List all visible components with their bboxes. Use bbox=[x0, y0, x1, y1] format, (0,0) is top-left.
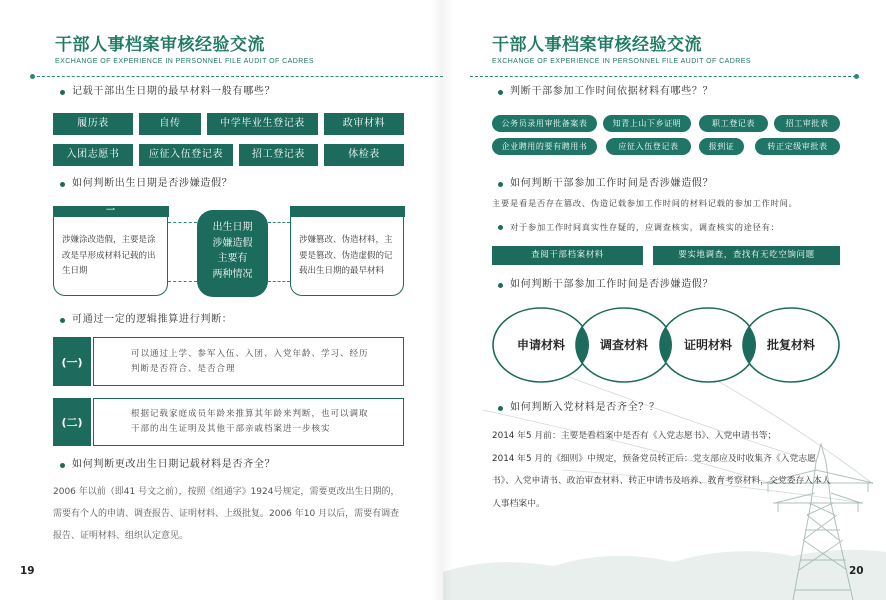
page-number: 19 bbox=[20, 565, 35, 577]
case-box-header bbox=[290, 206, 405, 217]
material-box: 体检表 bbox=[324, 144, 404, 166]
material-box: 入团志愿书 bbox=[53, 144, 133, 166]
item-box bbox=[93, 337, 404, 386]
text-line: 根据记载家庭成员年龄来推算其年龄来判断，也可以调取 bbox=[131, 409, 369, 419]
item-tag: (二) bbox=[53, 398, 91, 446]
material-pill: 知青上山下乡证明 bbox=[603, 115, 691, 132]
text-line: 可以通过上学、参军入伍、入团、入党年龄、学习、经历 bbox=[131, 348, 369, 359]
sub-bullet-text: 对于参加工作时间真实性存疑的，应调查核实，调查核实的途径有： bbox=[510, 222, 780, 232]
circle-label: 调查材料 bbox=[599, 338, 649, 352]
text-line: 书》、入党申请书、政治审查材料、转正申请书及培养、教育考察材料，交党委存入本人 bbox=[492, 476, 831, 487]
page-subtitle: EXCHANGE OF EXPERIENCE IN PERSONNEL FILE AUDIT OF CADRES bbox=[55, 58, 314, 65]
bullet-dot bbox=[498, 225, 503, 230]
page-number: 20 bbox=[849, 565, 864, 577]
question-work-start-fraud: 如何判断干部参加工作时间是否涉嫌造假？ bbox=[510, 178, 714, 189]
connector-line bbox=[268, 222, 290, 223]
bullet-dot bbox=[60, 90, 65, 95]
page-fold-shadow bbox=[431, 0, 443, 600]
circle-label: 批复材料 bbox=[766, 338, 816, 352]
text-line: 出生日期 bbox=[212, 222, 253, 233]
text-line: 人事档案中。 bbox=[492, 499, 545, 510]
material-box: 政审材料 bbox=[324, 113, 404, 135]
question-birth-change-materials: 如何判断更改出生日期记载材料是否齐全？ bbox=[72, 459, 276, 470]
connector-line bbox=[168, 281, 197, 282]
circle-label: 证明材料 bbox=[683, 338, 733, 352]
connector-line bbox=[168, 222, 197, 223]
text-line: 2014 年5 月的《细则》中规定，预备党员转正后：党支部应及时收集齐《入党志愿 bbox=[492, 453, 816, 464]
text-line: 涉嫌篡改、伪造材料，主 bbox=[299, 235, 393, 245]
item-box bbox=[93, 398, 404, 446]
case-box-alteration bbox=[53, 206, 168, 296]
answer-text: 主要是看是否存在篡改、伪造记载参加工作时间的材料记载的参加工作时间。 bbox=[492, 198, 798, 208]
bullet-dot bbox=[498, 90, 503, 95]
bullet-dot bbox=[498, 406, 503, 411]
circle-label: 申请材料 bbox=[516, 338, 566, 352]
text-line: 涉嫌涂改造假，主要是涂 bbox=[62, 235, 156, 245]
question-work-start-materials: 判断干部参加工作时间依据材料有哪些？？ bbox=[510, 86, 714, 97]
case-box-text bbox=[299, 233, 393, 280]
text-line: 判断是否符合、是否合理 bbox=[131, 363, 236, 374]
bullet-dot bbox=[60, 182, 65, 187]
bullet-dot bbox=[60, 463, 65, 468]
material-box: 履历表 bbox=[53, 113, 133, 135]
text-line: 载出生日期的最早材料 bbox=[299, 266, 385, 276]
material-box: 自传 bbox=[139, 113, 201, 135]
divider-dot bbox=[854, 74, 859, 79]
text-line: 要是篡改、伪造虚假的记 bbox=[299, 250, 393, 261]
method-box: 查阅干部档案材料 bbox=[492, 246, 643, 265]
material-pill: 报到证 bbox=[699, 138, 744, 155]
question-logic-inference: 可通过一定的逻辑推算进行判断： bbox=[72, 314, 233, 325]
page-title: 干部人事档案审核经验交流 bbox=[492, 35, 702, 55]
bullet-dot bbox=[498, 182, 503, 187]
right-page bbox=[443, 0, 886, 600]
question-earliest-birth-materials: 记载干部出生日期的最早材料一般有哪些？ bbox=[72, 86, 276, 97]
bullet-dot bbox=[498, 283, 503, 288]
answer-paragraph bbox=[492, 425, 831, 516]
text-line: 2006 年以前（即41 号文之前），按照《组通字》1924号规定，需要更改出生日期的， bbox=[53, 487, 400, 497]
mountain-silhouette bbox=[443, 550, 886, 600]
method-box: 要实地调查，查找有无吃空饷问题 bbox=[653, 246, 840, 265]
page-subtitle: EXCHANGE OF EXPERIENCE IN PERSONNEL FILE AUDIT OF CADRES bbox=[492, 58, 751, 65]
material-pill: 公务员录用审批备案表 bbox=[492, 115, 597, 132]
case-box-header: 一 bbox=[53, 206, 169, 217]
case-box-text bbox=[62, 233, 156, 280]
text-line: 2014 年5 月前：主要是看档案中是否有《入党志愿书》、入党申请书等； bbox=[492, 431, 777, 441]
text-line: 改是早形成材料记载的出 bbox=[62, 250, 156, 261]
text-line: 生日期 bbox=[62, 266, 88, 276]
material-pill: 职工登记表 bbox=[699, 115, 768, 132]
center-summary-pill bbox=[197, 210, 268, 297]
text-line: 两种情况 bbox=[212, 268, 253, 280]
material-box: 中学毕业生登记表 bbox=[207, 113, 318, 135]
text-line: 涉嫌造假 bbox=[212, 237, 253, 249]
text-line: 干部的出生证明及其他干部亲戚档案进一步核实 bbox=[131, 424, 331, 434]
question-party-materials: 如何判断入党材料是否齐全？？ bbox=[510, 402, 660, 413]
connector-line bbox=[268, 281, 290, 282]
material-pill: 招工审批表 bbox=[774, 115, 840, 132]
bullet-dot bbox=[60, 318, 65, 323]
header-divider bbox=[32, 76, 443, 77]
question-birth-date-fraud: 如何判断出生日期是否涉嫌造假？ bbox=[72, 178, 233, 189]
question-work-start-fraud-repeat: 如何判断干部参加工作时间是否涉嫌造假？ bbox=[510, 279, 714, 290]
header-divider bbox=[470, 76, 856, 77]
material-box: 招工登记表 bbox=[239, 144, 318, 166]
case-box-forgery bbox=[290, 206, 404, 296]
item-tag: (一) bbox=[53, 337, 91, 386]
text-line: 需要有个人的申请、调查报告、证明材料、上级批复。2006 年10 月以后，需要有调查 bbox=[53, 509, 400, 519]
answer-paragraph bbox=[53, 481, 399, 547]
divider-dot bbox=[30, 74, 35, 79]
material-pill: 应征入伍登记表 bbox=[606, 138, 691, 155]
materials-circles-diagram bbox=[488, 303, 844, 387]
material-box: 应征入伍登记表 bbox=[139, 144, 233, 166]
text-line: 报告、证明材料、组织认定意见。 bbox=[53, 531, 189, 541]
material-pill: 转正定级审批表 bbox=[755, 138, 840, 155]
text-line: 主要有 bbox=[217, 253, 248, 264]
material-pill: 企业聘用的要有聘用书 bbox=[492, 138, 597, 155]
page-title: 干部人事档案审核经验交流 bbox=[55, 35, 265, 55]
page-fold-shadow bbox=[443, 0, 453, 600]
